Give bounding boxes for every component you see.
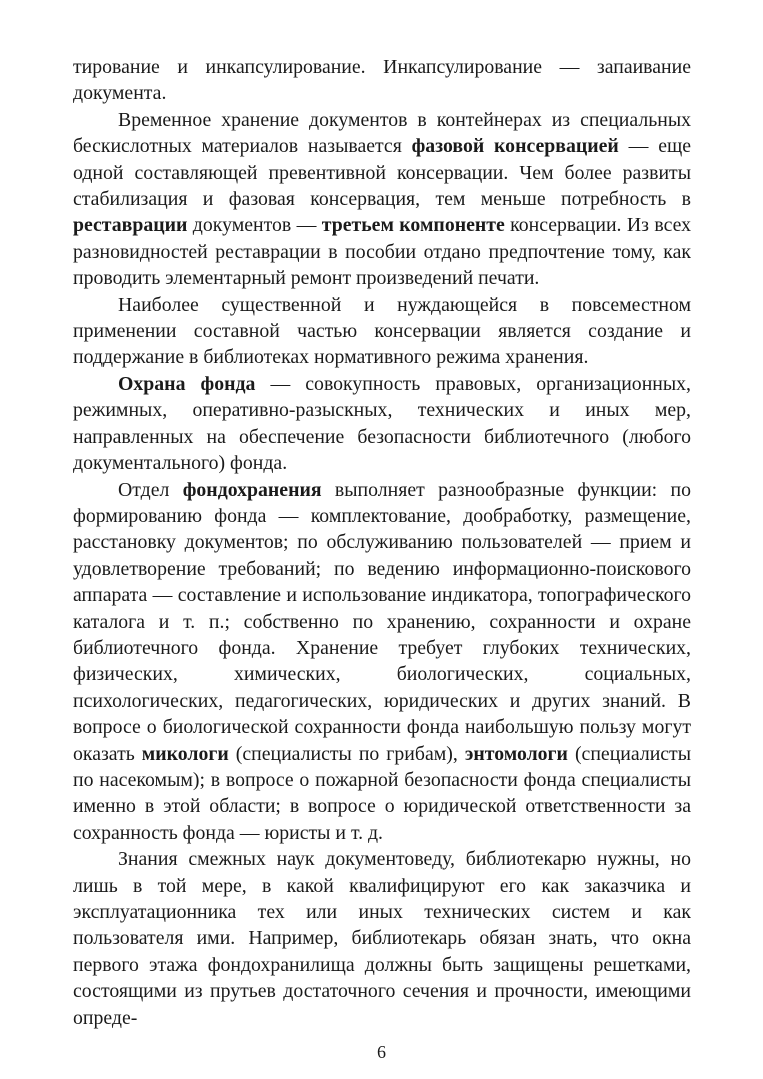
text-run: Временное хранение документов в контейнерах из специальных бескислотных материалов называется — [73, 108, 691, 158]
page-number: 6 — [377, 1042, 386, 1062]
text-run: (специалисты по грибам), — [228, 742, 465, 765]
paragraph — [73, 54, 691, 107]
bold-term: третьем компоненте — [321, 214, 505, 237]
bold-term: фазовой консервацией — [411, 135, 619, 158]
text-run: выполняет разнообразные функции: по формированию фонда — комплектование, дообработку, размещение, расстановку документов; по обслуживанию пользователей — прием и удовлетворение требований; по ведению информационно-поискового аппарата — составление и использование индикатора, топографического каталога и т. п.; собственно по хранению, сохранности и охране библиотечного фонда. Хранение требует глубоких технических, физических, химических, биологических, социальных, психологических, педагогических, юридических и других знаний. В вопросе о биологической сохранности фонда наибольшую пользу могут оказать — [73, 478, 691, 765]
text-run: Наиболее существенной и нуждающейся в повсеместном применении составной частью консервации является создание и поддержание в библиотеках нормативного режима хранения. — [73, 293, 691, 369]
bold-term: реставрации — [73, 214, 188, 237]
text-run: Отдел — [118, 478, 183, 501]
paragraph — [73, 107, 691, 292]
text-run: — еще одной составляющей превентивной консервации. Чем более развиты стабилизация и фазовая консервация, тем меньше потребность в — [73, 135, 691, 211]
paragraph — [73, 846, 691, 1031]
bold-term: Охрана фонда — [118, 372, 256, 395]
paragraph — [73, 477, 691, 847]
paragraph — [73, 292, 691, 371]
paragraph — [73, 371, 691, 477]
page-body — [73, 54, 691, 1031]
bold-term: фондохранения — [182, 478, 322, 501]
text-run: тирование и инкапсулирование. Инкапсулирование — запаивание документа. — [73, 56, 691, 105]
text-run: документов — — [187, 214, 322, 237]
text-run: Знания смежных наук документоведу, библиотекарю нужны, но лишь в той мере, в какой квалифицируют его как заказчика и эксплуатационника тех или иных технических систем и как пользователя ими. Например, библиотекарь обязан знать, что окна первого этажа фондохранилища должны быть защищены решетками, состоящими из прутьев достаточного сечения и прочности, имеющими опреде- — [73, 848, 691, 1029]
bold-term: микологи — [141, 742, 229, 765]
text-run: (специалисты по насекомым); в вопросе о пожарной безопасности фонда специалисты именно в этой области; в вопросе о юридической ответственности за сохранность фонда — юристы и т. д. — [73, 742, 691, 844]
text-run: консервации. Из всех разновидностей реставрации в пособии отдано предпочтение тому, как проводить элементарный ремонт произведений печати. — [73, 214, 691, 290]
text-run: — совокупность правовых, организационных, режимных, оперативно-разыскных, технических и иных мер, направленных на обеспечение безопасности библиотечного (любого документального) фонда. — [73, 372, 691, 475]
bold-term: энтомологи — [464, 742, 568, 765]
